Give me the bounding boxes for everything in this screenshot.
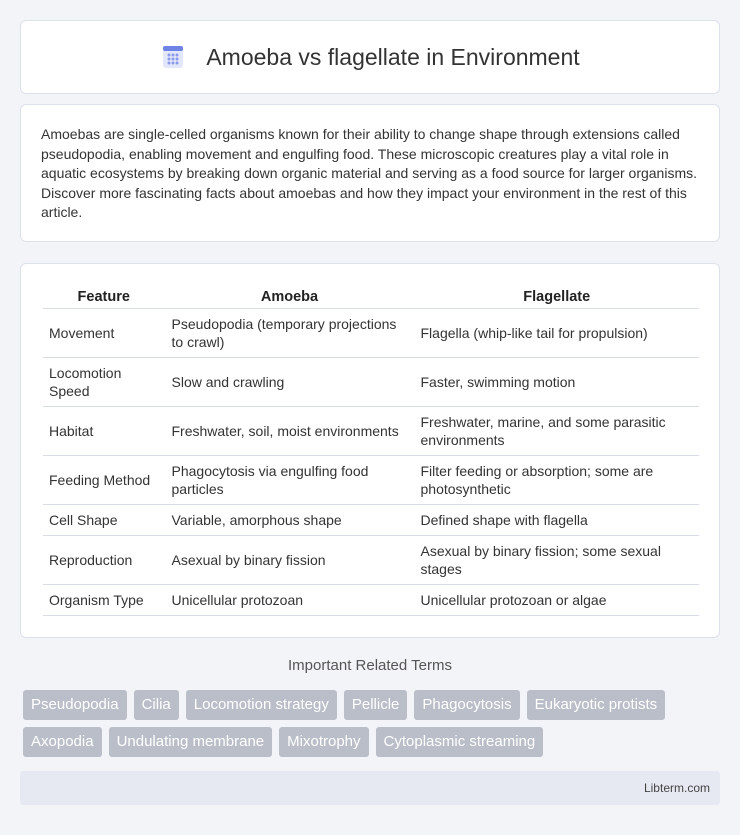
- column-header: Amoeba: [165, 286, 414, 308]
- page-title: Amoeba vs flagellate in Environment: [206, 43, 580, 70]
- intro-paragraph: Amoebas are single-celled organisms known for their ability to change shape through extensions called pseudopodia, enabling movement and engulfing food. These microscopic creatures play a vital role in aquatic ecosystems by breaking down organic material and serving as a food source for larger organisms. Discover more fascinating facts about amoebas and how they impact your environment in the rest of this article.: [41, 126, 697, 220]
- grid-document-icon: [160, 44, 186, 70]
- related-term-tag[interactable]: Pseudopodia: [23, 690, 127, 720]
- table-cell: Organism Type: [43, 584, 165, 615]
- table-cell: Cell Shape: [43, 504, 165, 535]
- table-cell: Movement: [43, 308, 165, 357]
- table-cell: Freshwater, marine, and some parasitic environments: [414, 406, 699, 455]
- table-header-row: [43, 286, 699, 308]
- header-card: [20, 20, 720, 94]
- column-header: Feature: [43, 286, 165, 308]
- table-cell: Pseudopodia (temporary projections to crawl): [165, 308, 414, 357]
- related-term-tag[interactable]: Pellicle: [344, 690, 408, 720]
- related-term-tag[interactable]: Undulating membrane: [109, 727, 273, 757]
- table-cell: Phagocytosis via engulfing food particles: [165, 455, 414, 504]
- table-row: [43, 535, 699, 584]
- table-row: [43, 357, 699, 406]
- table-row: [43, 504, 699, 535]
- table-cell: Reproduction: [43, 535, 165, 584]
- intro-card: [20, 104, 720, 242]
- comparison-card: [20, 263, 720, 638]
- table-cell: Habitat: [43, 406, 165, 455]
- table-row: [43, 584, 699, 615]
- table-cell: Defined shape with flagella: [414, 504, 699, 535]
- footer: [20, 771, 720, 805]
- table-cell: Asexual by binary fission: [165, 535, 414, 584]
- table-row: [43, 455, 699, 504]
- related-term-tag[interactable]: Mixotrophy: [279, 727, 368, 757]
- table-row: [43, 406, 699, 455]
- table-cell: Freshwater, soil, moist environments: [165, 406, 414, 455]
- table-cell: Faster, swimming motion: [414, 357, 699, 406]
- comparison-table: [43, 286, 699, 616]
- related-term-tag[interactable]: Locomotion strategy: [186, 690, 337, 720]
- related-term-tag[interactable]: Axopodia: [23, 727, 102, 757]
- related-term-tag[interactable]: Phagocytosis: [414, 690, 519, 720]
- related-term-tag[interactable]: Cytoplasmic streaming: [376, 727, 544, 757]
- table-cell: Unicellular protozoan: [165, 584, 414, 615]
- related-term-tag[interactable]: Eukaryotic protists: [527, 690, 666, 720]
- table-row: [43, 308, 699, 357]
- table-cell: Variable, amorphous shape: [165, 504, 414, 535]
- table-cell: Slow and crawling: [165, 357, 414, 406]
- table-cell: Unicellular protozoan or algae: [414, 584, 699, 615]
- table-cell: Filter feeding or absorption; some are photosynthetic: [414, 455, 699, 504]
- table-cell: Feeding Method: [43, 455, 165, 504]
- footer-site-link[interactable]: Libterm.com: [643, 781, 710, 795]
- table-cell: Asexual by binary fission; some sexual stages: [414, 535, 699, 584]
- related-terms-title: Important Related Terms: [288, 657, 452, 674]
- table-cell: Locomotion Speed: [43, 357, 165, 406]
- related-terms-list: [23, 690, 723, 757]
- related-term-tag[interactable]: Cilia: [134, 690, 179, 720]
- column-header: Flagellate: [414, 286, 699, 308]
- table-cell: Flagella (whip-like tail for propulsion): [414, 308, 699, 357]
